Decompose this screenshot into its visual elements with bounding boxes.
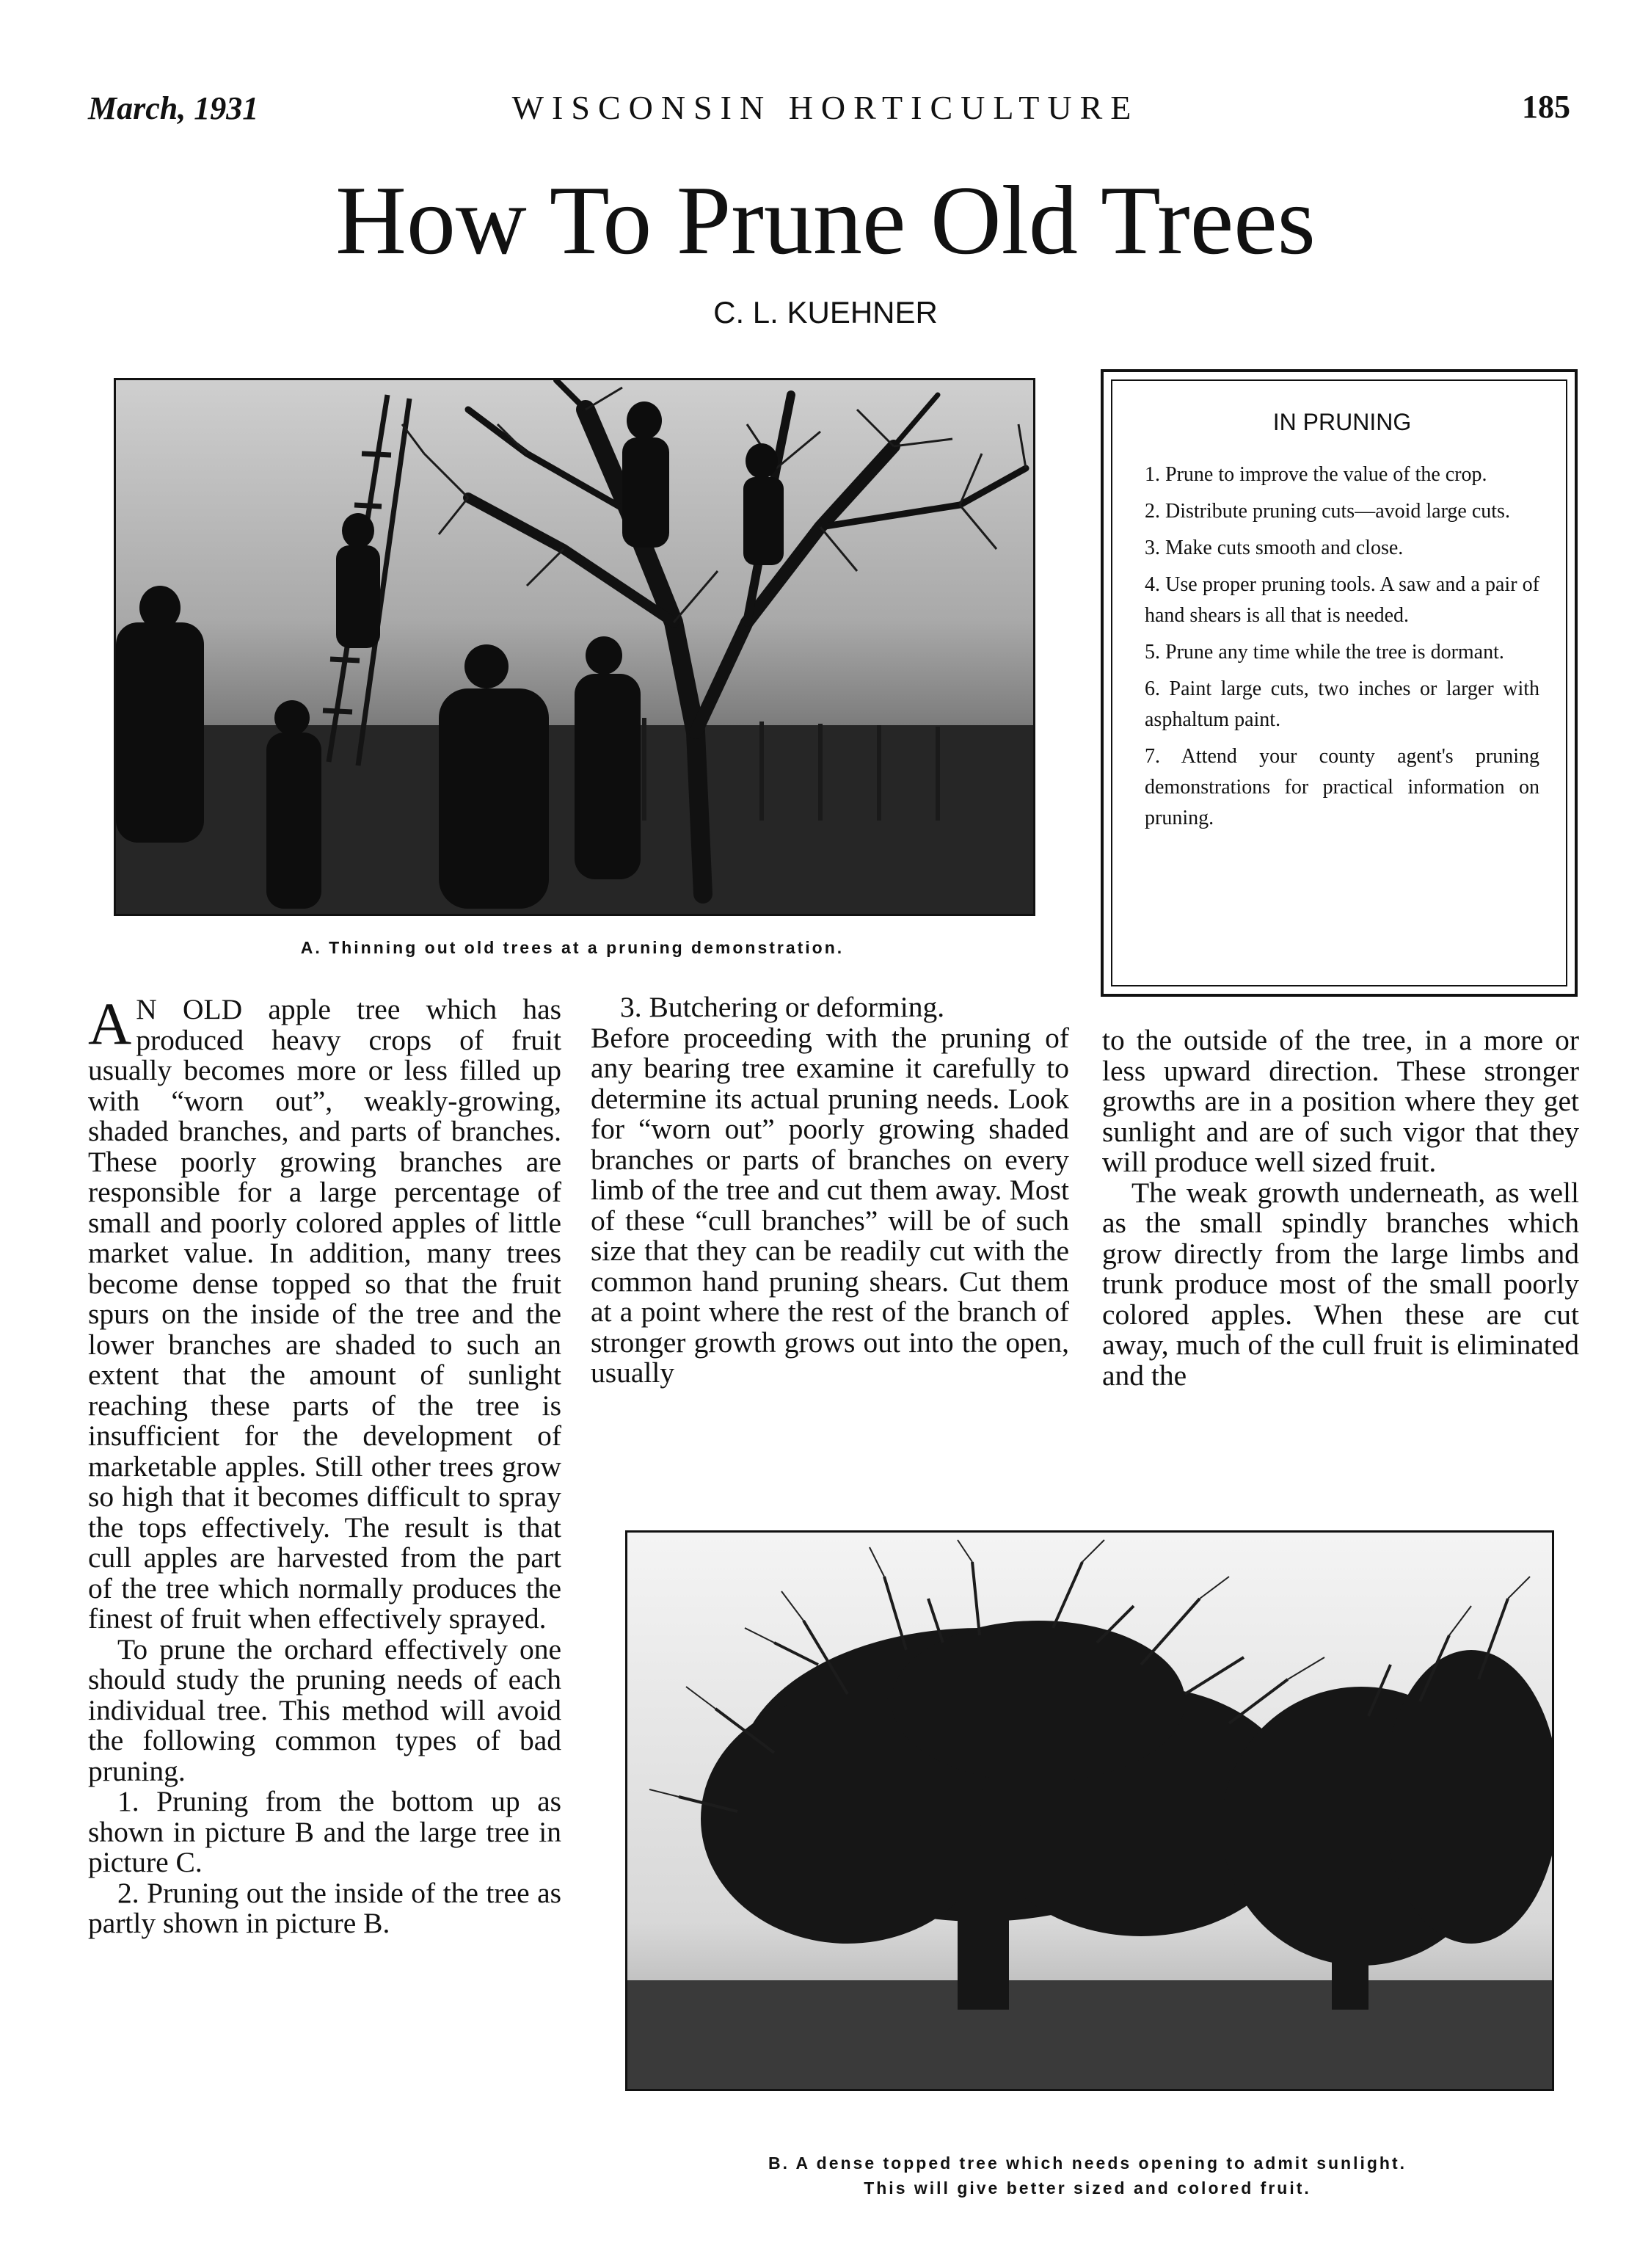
sidebar-item: 4. Use proper pruning tools. A saw and a pair of hand shears is all that is needed. xyxy=(1145,573,1539,627)
intro-text: N OLD apple tree which has produced heavy crops of fruit usually becomes more or less filled up with “worn out”, weakly-growing, shaded branches, and parts of branches. These poorly growing branches are responsible for a large percentage of small and poorly colored apples of little market value. In addition, many trees become dense topped so that the fruit spurs on the inside of the tree and the lower branches are shaded to such an extent that the amount of sunlight reaching these parts of the tree is insufficient for the development of marketable apples. Still other trees grow so high that it becomes difficult to spray the tops effectively. The result is that cull apples are harvested from the part of the tree which normally produces the finest of fruit when effectively sprayed. xyxy=(88,993,561,1635)
list-item: 3. Butchering or deforming. xyxy=(620,991,945,1023)
sidebar-title: IN PRUNING xyxy=(1272,409,1412,435)
sidebar-item: 7. Attend your county agent's pruning demonstrations for practical information on pruning. xyxy=(1145,745,1539,829)
author-byline: C. L. KUEHNER xyxy=(713,295,938,330)
body-column-3 xyxy=(1102,1025,1579,1391)
photo-b-caption xyxy=(625,2151,1550,2200)
article-title: How To Prune Old Trees xyxy=(335,166,1316,275)
photo-a-pruning-demonstration xyxy=(114,378,1035,916)
body-column-1 xyxy=(88,990,561,1939)
issue-date: March, 1931 xyxy=(88,90,259,126)
in-pruning-sidebar xyxy=(1101,369,1578,997)
magazine-title: WISCONSIN HORTICULTURE xyxy=(511,89,1140,126)
sidebar-list xyxy=(1145,459,1539,834)
paragraph: Before proceeding with the pruning of any bearing tree examine it carefully to determine its actual pruning needs. Look for “worn out” poorly growing shaded branches or parts of branches on every limb of the tree and cut them away. Most of these “cull branches” will be of such size that they can be readily cut with the common hand pruning shears. Cut them at a point where the rest of the branch of stronger growth grows out into the open, usually xyxy=(591,1021,1069,1389)
page-number: 185 xyxy=(1522,89,1570,125)
sidebar-item: 6. Paint large cuts, two inches or larger with asphaltum paint. xyxy=(1145,677,1539,731)
list-item: 2. Pruning out the inside of the tree as partly shown in picture B. xyxy=(88,1876,561,1939)
paragraph: The weak growth underneath, as well as the small spindly branches which grow directly from the large limbs and trunk produce most of the small poorly colored apples. When these are cut away, much of the cull fruit is eliminated and the xyxy=(1102,1176,1579,1392)
paragraph-intro xyxy=(88,990,561,1635)
photo-b-dense-topped-tree xyxy=(625,1530,1554,2091)
sidebar-item: 2. Distribute pruning cuts—avoid large cuts. xyxy=(1145,500,1510,523)
sidebar-item: 1. Prune to improve the value of the crop. xyxy=(1145,463,1487,486)
caption-line: This will give better sized and colored fruit. xyxy=(864,2178,1311,2198)
drop-cap: A xyxy=(88,990,132,1057)
paragraph: To prune the orchard effectively one should study the pruning needs of each individual tree. This method will avoid the following common types of bad pruning. xyxy=(88,1632,561,1787)
caption-line: B. A dense topped tree which needs opening to admit sunlight. xyxy=(768,2153,1407,2173)
paragraph-continued: to the outside of the tree, in a more or less upward direction. These stronger growths are in a position where they get sunlight and are of such vigor that they will produce well sized fruit. xyxy=(1102,1024,1579,1178)
sidebar-item: 3. Make cuts smooth and close. xyxy=(1145,537,1404,559)
list-item: 1. Pruning from the bottom up as shown in picture B and the large tree in picture C. xyxy=(88,1785,561,1878)
body-column-2 xyxy=(591,992,1069,1389)
sidebar-item: 5. Prune any time while the tree is dormant. xyxy=(1145,641,1504,664)
photo-a-caption: A. Thinning out old trees at a pruning demonstration. xyxy=(300,938,845,957)
